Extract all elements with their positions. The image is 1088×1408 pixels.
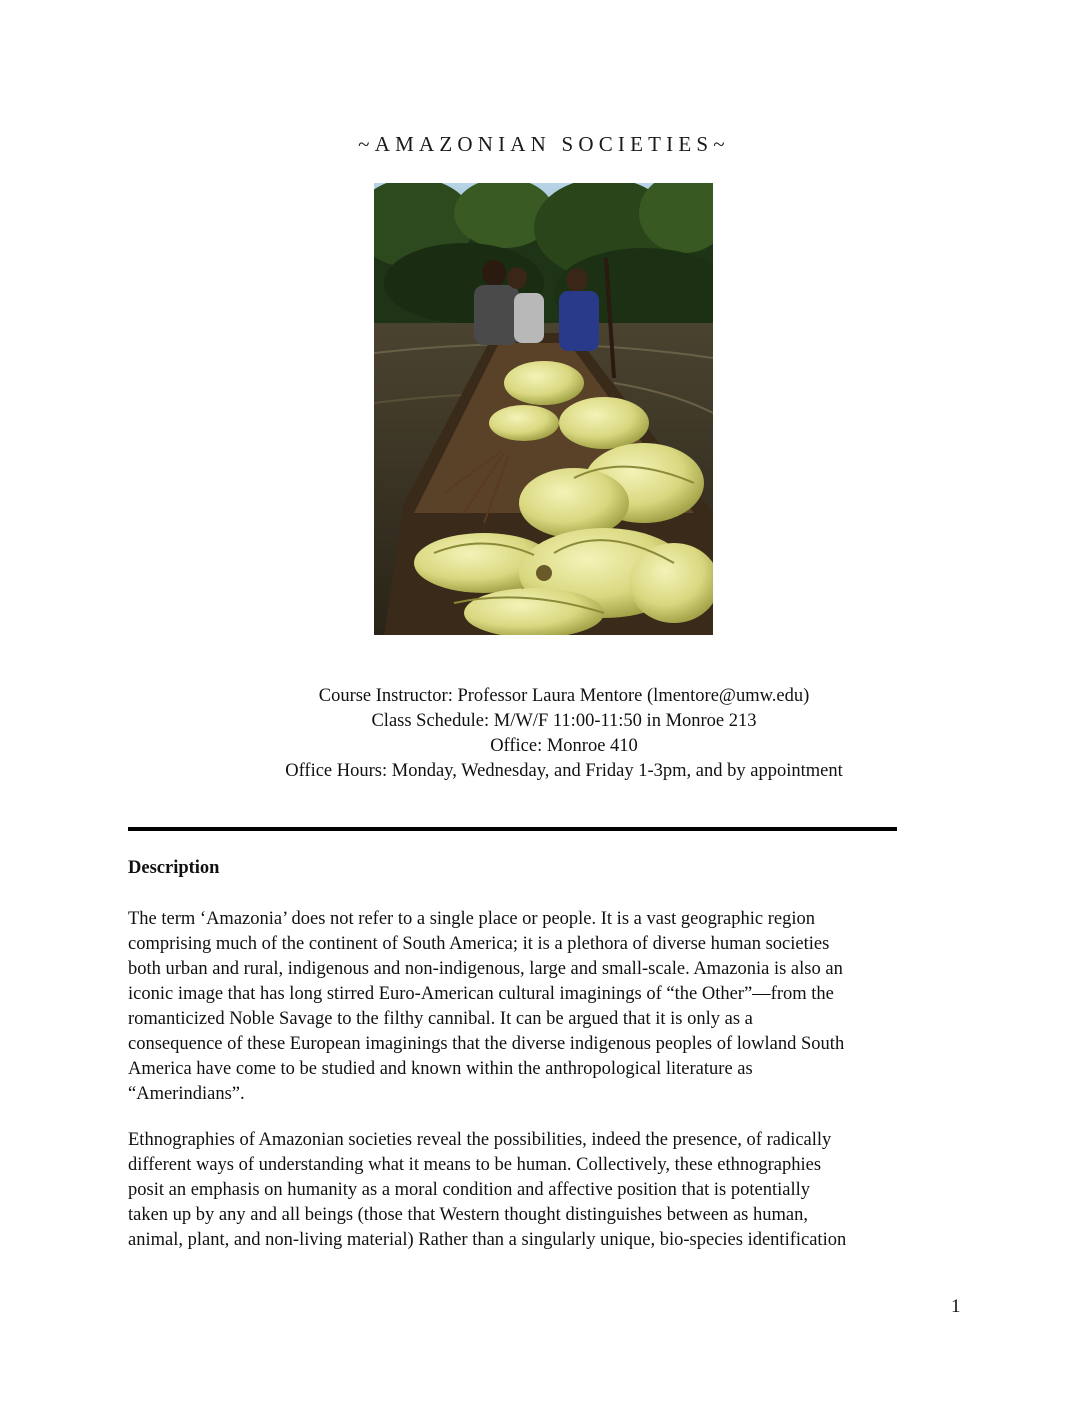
section-heading-description: Description	[128, 858, 220, 878]
paragraph-line: Ethnographies of Amazonian societies reveal the possibilities, indeed the presence, of radically	[128, 1130, 832, 1150]
paragraph-line: iconic image that has long stirred Euro-American cultural imaginings of “the Other”—from the	[128, 984, 834, 1004]
paragraph-line: consequence of these European imaginings that the diverse indigenous peoples of lowland South	[128, 1034, 845, 1054]
paragraph-line: The term ‘Amazonia’ does not refer to a single place or people. It is a vast geographic region	[128, 909, 815, 929]
description-paragraph-1	[128, 907, 968, 1107]
paragraph-line: different ways of understanding what it means to be human. Collectively, these ethnographies	[128, 1155, 822, 1175]
paragraph-line: animal, plant, and non-living material) Rather than a singularly unique, bio-species identification	[128, 1230, 847, 1250]
office-hours-line: Office Hours: Monday, Wednesday, and Friday 1-3pm, and by appointment	[285, 761, 843, 781]
page-number: 1	[951, 1296, 961, 1317]
paragraph-line: taken up by any and all beings (those that Western thought distinguishes between as human,	[128, 1205, 808, 1225]
class-schedule-line: Class Schedule: M/W/F 11:00-11:50 in Monroe 213	[371, 711, 757, 731]
paragraph-line: comprising much of the continent of South America; it is a plethora of diverse human societies	[128, 934, 830, 954]
paragraph-line: posit an emphasis on humanity as a moral condition and affective position that is potentially	[128, 1180, 810, 1200]
paragraph-line: romanticized Noble Savage to the filthy cannibal. It can be argued that it is only as a	[128, 1009, 753, 1029]
horizontal-divider	[128, 827, 897, 831]
course-instructor-line: Course Instructor: Professor Laura Mentore (lmentore@umw.edu)	[318, 686, 810, 706]
office-line: Office: Monroe 410	[490, 736, 638, 756]
document-title: ~AMAZONIAN SOCIETIES~	[358, 132, 730, 156]
paragraph-line: America have come to be studied and known within the anthropological literature as	[128, 1059, 753, 1079]
paragraph-line: both urban and rural, indigenous and non-indigenous, large and small-scale. Amazonia is also an	[128, 959, 843, 979]
cover-photo-canoe-bananas	[374, 183, 713, 635]
paragraph-line: “Amerindians”.	[128, 1084, 245, 1104]
description-paragraph-2	[128, 1128, 968, 1253]
course-info-block	[0, 684, 1088, 784]
